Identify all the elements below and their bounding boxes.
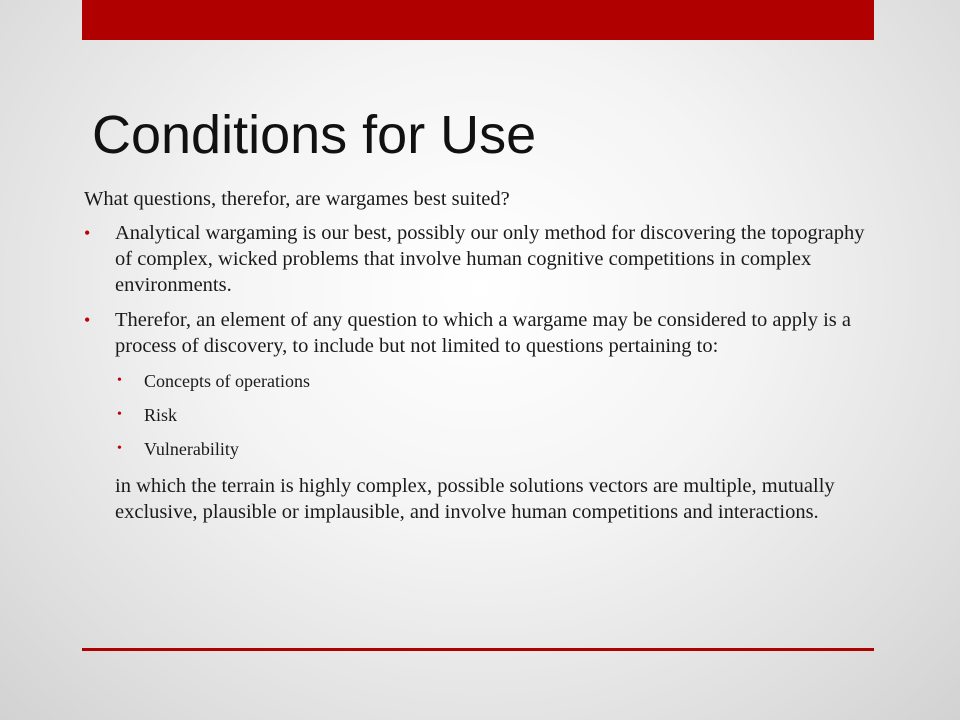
slide-body — [84, 186, 884, 525]
sub-bullet-text: Concepts of operations — [144, 371, 310, 391]
sub-list-item — [115, 437, 884, 461]
bullet-text: Therefor, an element of any question to which a wargame may be considered to apply is a process of discovery, to include but not limited to questions pertaining to: — [115, 309, 851, 357]
bullet-text: Analytical wargaming is our best, possibly our only method for discovering the topography of complex, wicked problems that involve human cognitive competitions in complex environments. — [115, 222, 865, 296]
bullet-icon: • — [117, 441, 122, 456]
bullet-icon: • — [84, 310, 91, 330]
bullet-list — [84, 220, 884, 461]
bullet-icon: • — [117, 373, 122, 388]
slide-title: Conditions for Use — [92, 105, 537, 165]
sub-bullet-list — [115, 369, 884, 461]
top-accent-bar — [82, 0, 874, 40]
list-item — [84, 220, 884, 298]
sub-list-item — [115, 369, 884, 393]
bullet-icon: • — [117, 407, 122, 422]
bullet-icon: • — [84, 223, 91, 243]
bottom-accent-rule — [82, 648, 874, 651]
closing-paragraph: in which the terrain is highly complex, possible solutions vectors are multiple, mutually exclusive, plausible or implausible, and involve human competitions and interactions. — [115, 475, 835, 523]
list-item — [84, 307, 884, 461]
lead-question: What questions, therefor, are wargames best suited? — [84, 188, 510, 210]
sub-list-item — [115, 403, 884, 427]
sub-bullet-text: Vulnerability — [144, 439, 239, 459]
sub-bullet-text: Risk — [144, 405, 178, 425]
